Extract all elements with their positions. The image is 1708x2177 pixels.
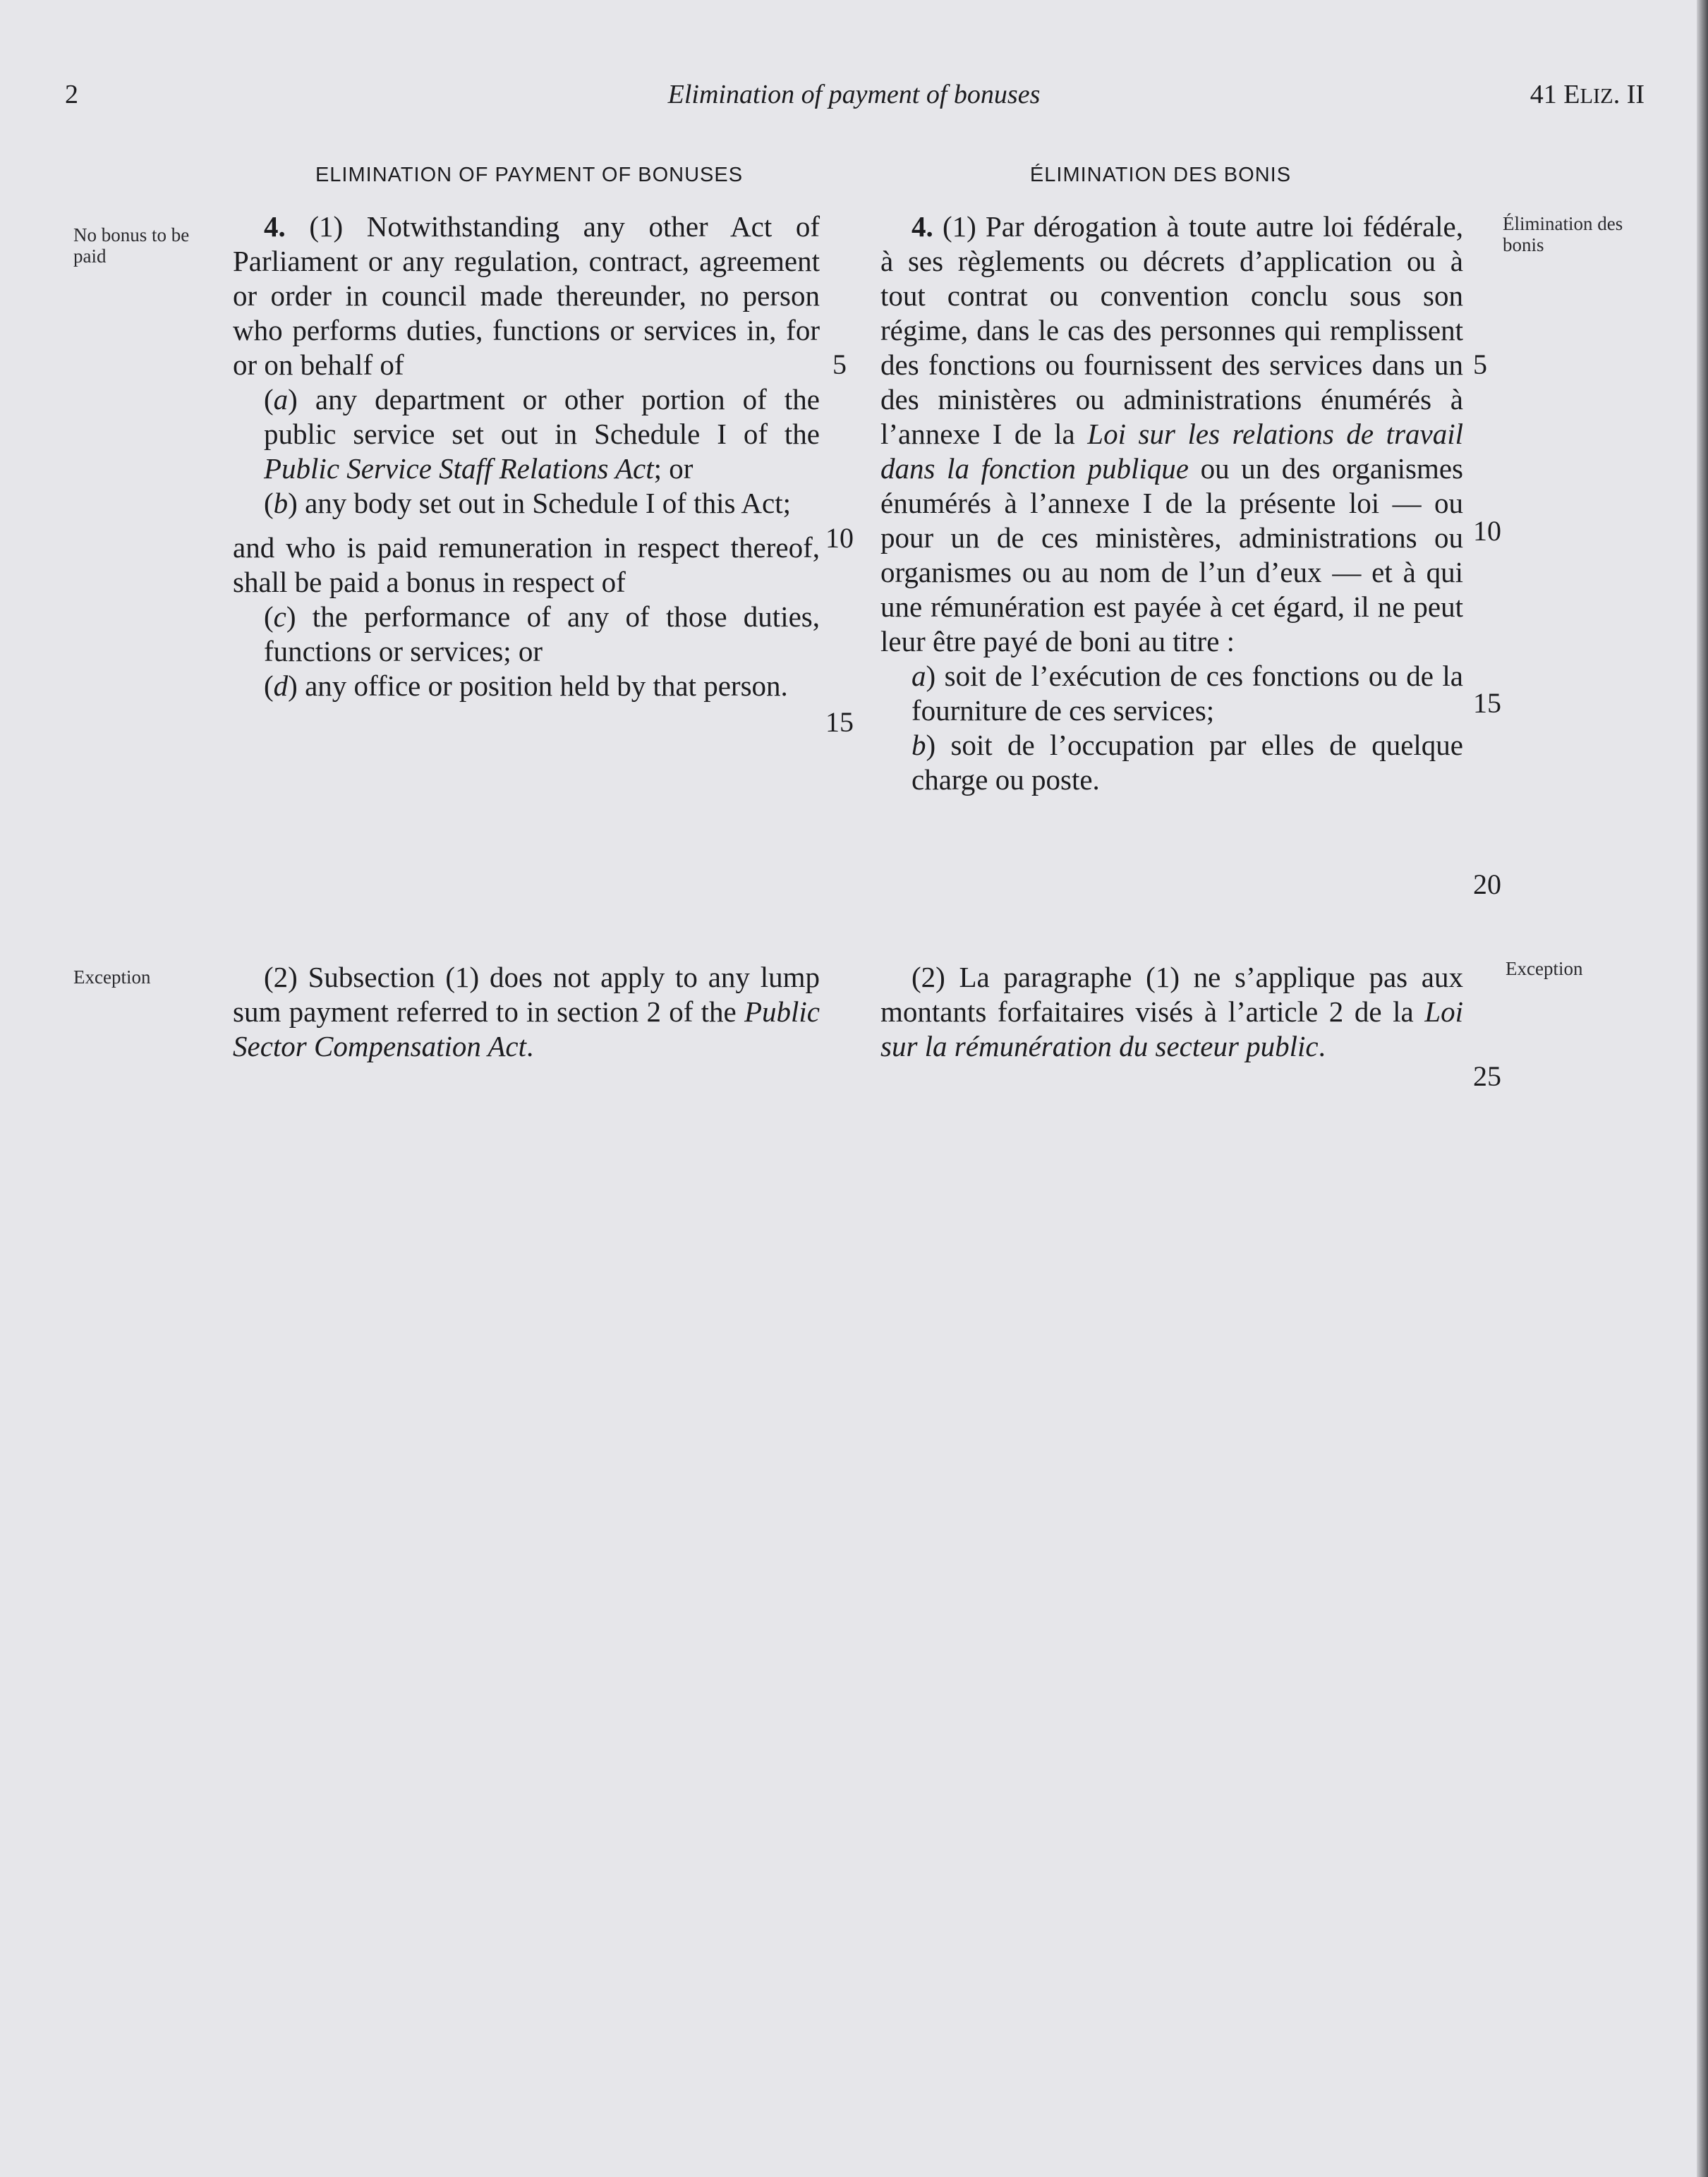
english-s4-2-text: (2) Subsection (1) does not apply to any lump sum payment referred to in section 2 of the Public Sector Compensation Act. <box>233 961 820 1062</box>
line-number: 25 <box>1473 1060 1501 1092</box>
french-s4-1-intro: 4. (1) Par dérogation à toute autre loi fédérale, à ses règlements ou décrets d’application ou à tout contrat ou convention conclu sous son régime, dans le cas des personnes qui remplissent des fonctions ou fournissent des services dans un des ministères ou administrations énumérés à l’annexe I de la Loi sur les relations de travail dans la fonction publique ou un des organismes énumérés à l’annexe I de la présente loi — ou pour un de ces ministères, administrations ou organismes ou au nom de l’un d’eux — et à qui une rémunération est payée à cet égard, il ne peut leur être payé de boni au titre : <box>880 210 1464 657</box>
regnal-year-number: 41 <box>1530 80 1557 109</box>
margin-note-exception-fr: Exception <box>1506 958 1583 979</box>
french-section-4-1 <box>880 210 1463 797</box>
act-title: Public Sector Compensation Act <box>233 995 820 1062</box>
line-number: 10 <box>825 522 854 554</box>
line-number: 5 <box>1473 348 1487 380</box>
heading-english: ELIMINATION OF PAYMENT OF BONUSES <box>315 164 744 186</box>
line-number: 15 <box>825 706 854 738</box>
regnal-year-liz: LIZ <box>1580 84 1613 108</box>
heading-french: ÉLIMINATION DES BONIS <box>1029 164 1292 186</box>
page-edge-shadow <box>1697 0 1708 2177</box>
running-title: Elimination of payment of bonuses <box>667 80 1041 109</box>
french-section-4-2 <box>880 960 1463 1064</box>
line-number: 5 <box>832 348 847 380</box>
margin-note-elimination-bonis: Élimination des bonis <box>1503 213 1623 255</box>
margin-note-no-bonus: No bonus to be paid <box>73 224 190 267</box>
english-s4-1-intro: 4. (1) Notwithstanding any other Act of Parliament or any regulation, contract, agreement or order in council made thereunder, no person who performs duties, functions or services in, for or on behalf of <box>233 210 820 381</box>
english-section-4-2 <box>233 960 820 1064</box>
english-paragraph-a: (a) any department or other portion of the public service set out in Schedule I of the Public Service Staff Relations Act; or <box>264 383 820 485</box>
section-number: 4. <box>911 210 933 243</box>
french-s4-2-text: (2) La paragraphe (1) ne s’applique pas aux montants forfaitaires visés à l’article 2 de la Loi sur la rémunération du secteur public. <box>880 961 1463 1062</box>
regnal-year-e: E <box>1563 80 1580 109</box>
margin-note-exception-en: Exception <box>73 966 151 988</box>
regnal-year-suffix: . II <box>1613 80 1645 109</box>
regnal-year <box>1530 79 1645 110</box>
act-title: Public Service Staff Relations Act <box>264 452 654 485</box>
page-number: 2 <box>65 80 78 109</box>
french-paragraph-b: b) soit de l’occupation par elles de quelque charge ou poste. <box>911 729 1463 796</box>
english-paragraph-b: (b) any body set out in Schedule I of this Act; <box>264 487 791 519</box>
english-paragraph-c: (c) the performance of any of those duties, functions or services; or <box>264 600 820 667</box>
line-number: 10 <box>1473 515 1501 547</box>
line-number: 15 <box>1473 687 1501 719</box>
english-continuation: and who is paid remuneration in respect thereof, shall be paid a bonus in respect of <box>233 531 820 598</box>
section-number: 4. <box>264 210 286 243</box>
english-section-4-1 <box>233 210 820 703</box>
act-title: Loi sur la rémunération du secteur public <box>880 995 1463 1062</box>
line-number: 20 <box>1473 868 1501 900</box>
act-title: Loi sur les relations de travail dans la fonction publique <box>880 418 1464 485</box>
french-paragraph-a: a) soit de l’exécution de ces fonctions ou de la fourniture de ces services; <box>911 660 1463 727</box>
english-paragraph-d: (d) any office or position held by that person. <box>264 669 788 702</box>
